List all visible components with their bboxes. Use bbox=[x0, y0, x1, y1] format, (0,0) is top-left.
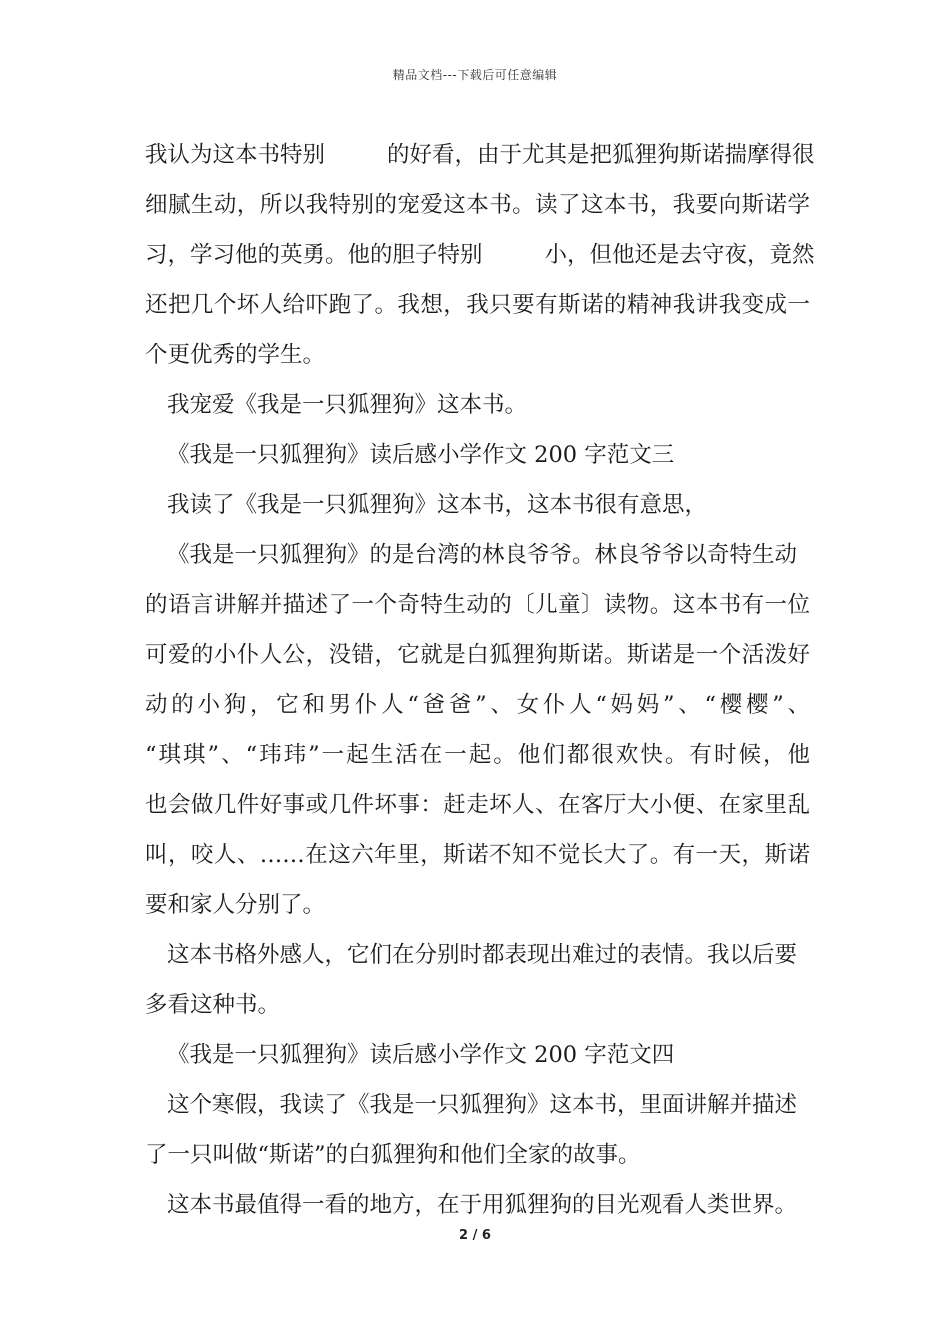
document-body bbox=[145, 130, 815, 1230]
text-line: 要和家人分别了。 bbox=[145, 892, 326, 918]
text-line: 可爱的小仆人公，没错，它就是白狐狸狗斯诺。斯诺是一个活泼好 bbox=[145, 642, 810, 668]
text-line: 这本书最值得一看的地方，在于用狐狸狗的目光观看人类世界。 bbox=[167, 1192, 798, 1218]
text-line: 的语言讲解并描述了一个奇特生动的〔儿童〕读物。这本书有一位 bbox=[145, 592, 810, 618]
text-line: 我读了《我是一只狐狸狗》这本书，这本书很有意思， bbox=[167, 492, 708, 518]
text-line: 也会做几件好事或几件坏事：赶走坏人、在客厅大小便、在家里乱 bbox=[145, 792, 810, 818]
text-line: 这本书格外感人，它们在分别时都表现出难过的表情。我以后要 bbox=[167, 942, 798, 968]
text-line: 多看这种书。 bbox=[145, 992, 281, 1018]
text-line: 《我是一只狐狸狗》的是台湾的林良爷爷。林良爷爷以奇特生动 bbox=[167, 542, 798, 568]
text-line: 习，学习他的英勇。他的胆子特别 小，但他还是去守夜，竟然 bbox=[145, 242, 815, 268]
text-line: 叫，咬人、……在这六年里，斯诺不知不觉长大了。有一天，斯诺 bbox=[145, 842, 810, 868]
text-line: 还把几个坏人给吓跑了。我想，我只要有斯诺的精神我讲我变成一 bbox=[145, 292, 810, 318]
text-line: 动的小狗，它和男仆人“爸爸”、女仆人“妈妈”、“樱樱”、 bbox=[145, 692, 810, 718]
text-line: 我认为这本书特别 的好看，由于尤其是把狐狸狗斯诺揣摩得很 bbox=[145, 142, 815, 168]
text-line: 细腻生动，所以我特别的宠爱这本书。读了这本书，我要向斯诺学 bbox=[145, 192, 810, 218]
text-line: 个更优秀的学生。 bbox=[145, 342, 326, 368]
text-line: “琪琪”、“玮玮”一起生活在一起。他们都很欢快。有时候，他 bbox=[145, 742, 810, 768]
page-number: 2 / 6 bbox=[459, 1228, 491, 1243]
page-header: 精品文档---下载后可任意编辑 bbox=[392, 68, 558, 82]
section-heading: 《我是一只狐狸狗》读后感小学作文 200 字范文四 bbox=[167, 1042, 675, 1068]
section-heading: 《我是一只狐狸狗》读后感小学作文 200 字范文三 bbox=[167, 442, 675, 468]
text-line: 我宠爱《我是一只狐狸狗》这本书。 bbox=[167, 392, 528, 418]
text-line: 了一只叫做“斯诺”的白狐狸狗和他们全家的故事。 bbox=[145, 1142, 641, 1168]
text-line: 这个寒假，我读了《我是一只狐狸狗》这本书，里面讲解并描述 bbox=[167, 1092, 798, 1118]
